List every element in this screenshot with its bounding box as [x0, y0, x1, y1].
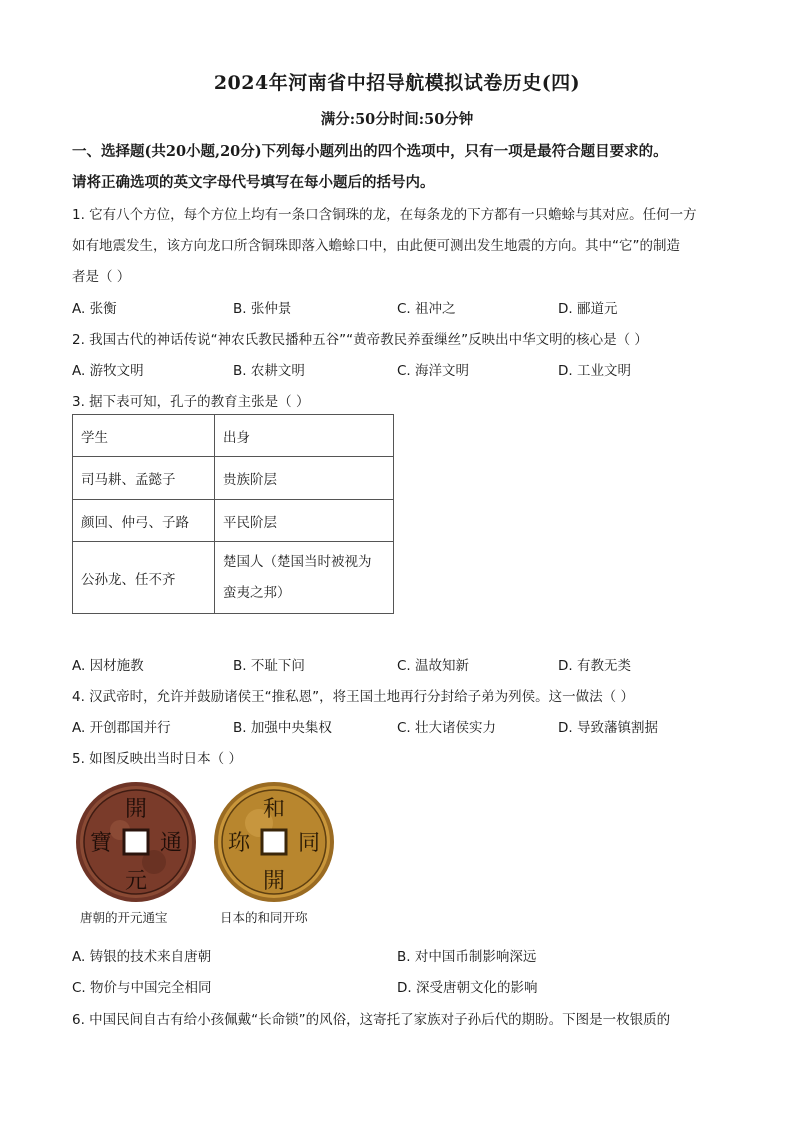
page-subtitle: 满分:50分时间:50分钟 [320, 111, 474, 128]
table-cell: 司马耕、孟懿子 [73, 457, 215, 500]
q3-option-c: C. 温故知新 [397, 658, 470, 674]
q3-option-d: D. 有教无类 [558, 658, 631, 674]
table-cell [215, 542, 394, 614]
q1-option-c: C. 祖冲之 [397, 301, 456, 317]
q5-option-b: B. 对中国币制影响深远 [397, 949, 537, 965]
table-header-cell: 学生 [73, 415, 215, 457]
q4-option-c: C. 壮大诸侯实力 [397, 720, 497, 736]
q1-line2: 如有地震发生，该方向龙口所含铜珠即落入蟾蜍口中，由此便可测出发生地震的方向。其中“它”的制造 [72, 238, 680, 254]
coin2-char-right: 同 [297, 831, 321, 856]
table-cell: 贵族阶层 [215, 457, 394, 500]
table-cell-line: 蛮夷之邦） [223, 584, 291, 601]
q4-option-d: D. 导致藩镇割据 [558, 720, 658, 736]
q1-option-d: D. 郦道元 [558, 301, 618, 317]
coin1-char-top: 開 [124, 797, 148, 822]
q2-option-a: A. 游牧文明 [72, 363, 144, 379]
q1-option-a: A. 张衡 [72, 301, 117, 317]
q3-table [72, 414, 394, 614]
coin2-char-left: 珎 [227, 831, 251, 856]
q1-line3: 者是（ ） [72, 269, 131, 285]
table-cell: 颜回、仲弓、子路 [73, 500, 215, 542]
table-header-cell: 出身 [215, 415, 394, 457]
q6-line1: 6. 中国民间自古有给小孩佩戴“长命锁”的风俗，这寄托了家族对子孙后代的期盼。下图是一枚银质的 [72, 1012, 671, 1028]
coin2-char-bottom: 開 [262, 869, 286, 894]
table-cell: 公孙龙、任不齐 [73, 542, 215, 614]
q2-line1: 2. 我国古代的神话传说“神农氏教民播种五谷”“黄帝教民养蚕缫丝”反映出中华文明的核心是（ ） [72, 332, 648, 348]
q2-option-c: C. 海洋文明 [397, 363, 470, 379]
q5-option-c: C. 物价与中国完全相同 [72, 980, 212, 996]
q2-option-b: B. 农耕文明 [233, 363, 305, 379]
q5-line1: 5. 如图反映出当时日本（ ） [72, 751, 242, 767]
q3-option-a: A. 因材施教 [72, 658, 144, 674]
table-row [73, 500, 394, 542]
kaiyuan-coin-image [76, 782, 196, 902]
coin1-caption: 唐朝的开元通宝 [80, 910, 168, 925]
q3-line1: 3. 据下表可知，孔子的教育主张是（ ） [72, 394, 310, 410]
table-cell-line: 楚国人（楚国当时被视为 [223, 553, 372, 570]
q1-line1: 1. 它有八个方位，每个方位上均有一条口含铜珠的龙，在每条龙的下方都有一只蟾蜍与其对应。任何一方 [72, 207, 697, 223]
table-row [73, 542, 394, 614]
q1-option-b: B. 张仲景 [233, 301, 292, 317]
page-title: 2024年河南省中招导航模拟试卷历史(四) [213, 72, 581, 94]
q2-option-d: D. 工业文明 [558, 363, 631, 379]
coin2-caption: 日本的和同开珎 [220, 910, 308, 925]
coin1-char-left: 寶 [89, 831, 113, 856]
q5-option-d: D. 深受唐朝文化的影响 [397, 980, 538, 996]
coin1-char-right: 通 [159, 831, 183, 856]
table-row [73, 457, 394, 500]
section-instruction-line1: 一、选择题(共20小题,20分)下列每小题列出的四个选项中，只有一项是最符合题目要求的。 [72, 143, 668, 160]
coin1-char-bottom: 元 [124, 869, 148, 894]
table-row [73, 415, 394, 457]
q3-option-b: B. 不耻下问 [233, 658, 305, 674]
q4-option-a: A. 开创郡国并行 [72, 720, 171, 736]
q4-line1: 4. 汉武帝时，允许并鼓励诸侯王“推私恩”，将王国土地再行分封给子弟为列侯。这一做法（ ） [72, 689, 634, 705]
q4-option-b: B. 加强中央集权 [233, 720, 332, 736]
coin2-char-top: 和 [262, 797, 286, 822]
table-cell: 平民阶层 [215, 500, 394, 542]
section-instruction-line2: 请将正确选项的英文字母代号填写在每小题后的括号内。 [72, 174, 435, 191]
q5-option-a: A. 铸银的技术来自唐朝 [72, 949, 212, 965]
wado-coin-image [214, 782, 334, 902]
